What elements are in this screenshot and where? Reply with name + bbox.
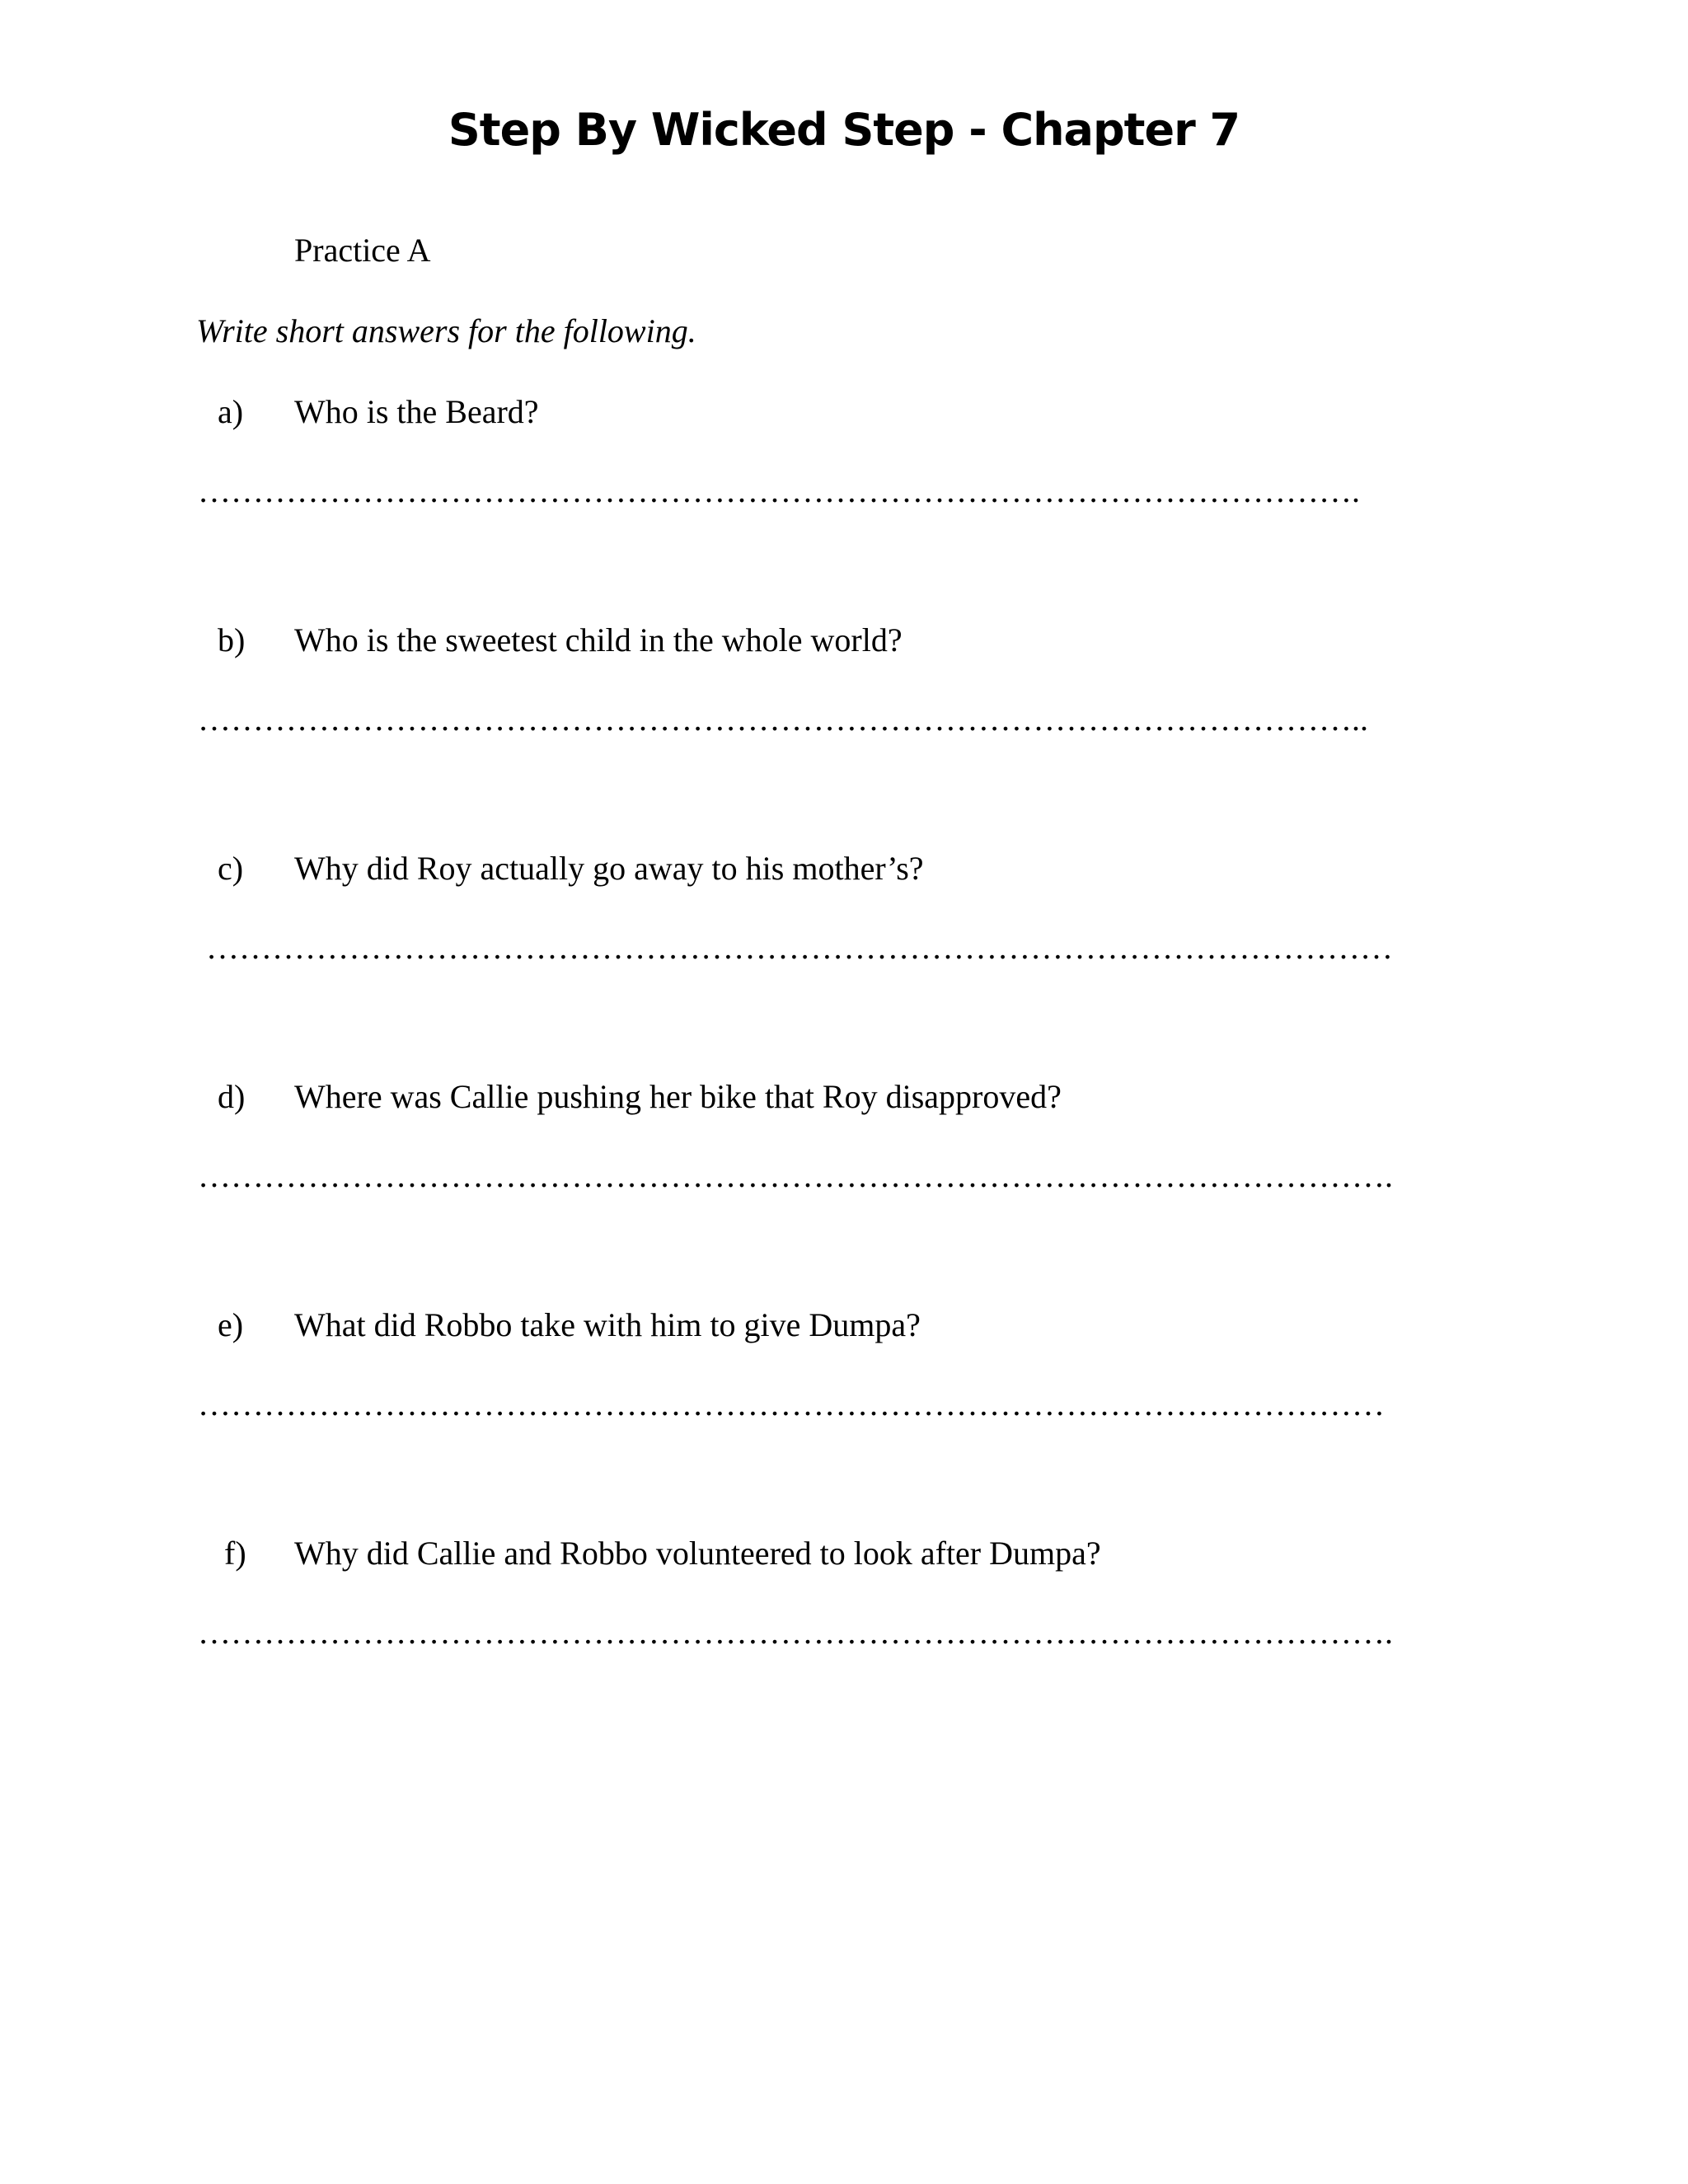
instruction-text: Write short answers for the following. (196, 312, 696, 349)
answer-line: …………………………………………………………………………………………….. (198, 701, 1368, 738)
question-text: Where was Callie pushing her bike that Roy disapproved? (294, 1078, 1062, 1115)
question-text: Who is the Beard? (294, 393, 539, 430)
question-letter: e) (218, 1306, 244, 1343)
answer-line: ………………………………………………………………………………………………. (198, 1614, 1393, 1651)
question-a (0, 389, 1688, 509)
page-title: Step By Wicked Step - Chapter 7 (448, 104, 1240, 156)
question-text: What did Robbo take with him to give Dumpa? (294, 1306, 921, 1343)
answer-line: ………………………………………………………………………………………………. (198, 1157, 1393, 1194)
question-d (0, 1074, 1688, 1194)
question-text: Why did Callie and Robbo volunteered to look after Dumpa? (294, 1535, 1101, 1572)
question-letter: a) (218, 393, 244, 430)
answer-line: ……………………………………………………………………………………………. (198, 472, 1360, 509)
question-letter: f) (224, 1535, 246, 1572)
question-c (0, 846, 1688, 966)
question-letter: d) (218, 1078, 246, 1115)
question-f (0, 1530, 1688, 1651)
answer-line: ……………………………………………………………………………………………… (206, 929, 1393, 966)
section-heading: Practice A (294, 232, 431, 269)
question-b (0, 617, 1688, 738)
question-letter: b) (218, 621, 246, 658)
question-letter: c) (218, 850, 244, 887)
question-text: Who is the sweetest child in the whole world? (294, 621, 903, 658)
question-e (0, 1302, 1688, 1422)
answer-line: ……………………………………………………………………………………………… (198, 1385, 1385, 1422)
question-text: Why did Roy actually go away to his mother’s? (294, 850, 924, 887)
